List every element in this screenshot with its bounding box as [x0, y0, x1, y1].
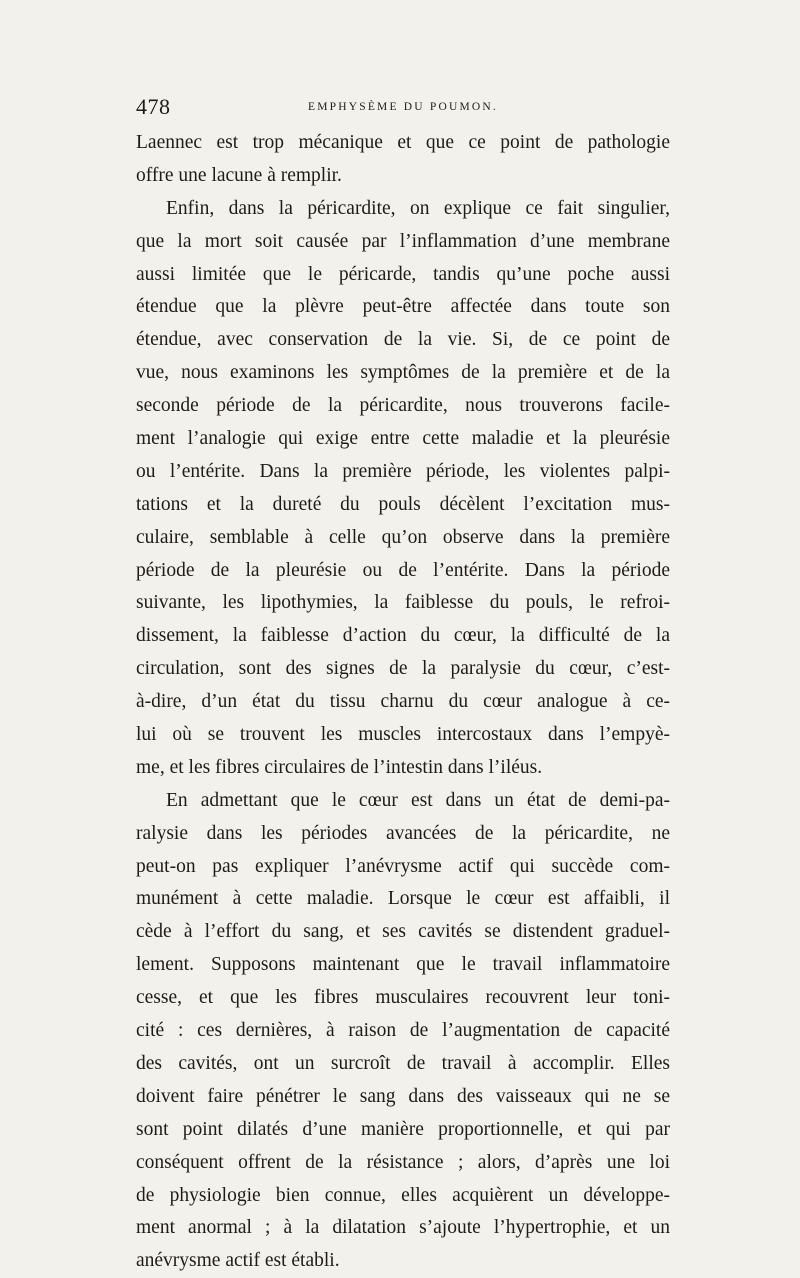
text-line: dissement, la faiblesse d’action du cœur, la difficulté de la	[136, 625, 670, 647]
page-header	[136, 92, 670, 122]
text-line: des cavités, ont un surcroît de travail à accomplir. Elles	[136, 1052, 670, 1074]
text-line: ralysie dans les périodes avancées de la péricardite, ne	[136, 822, 670, 844]
text-line: ment l’analogie qui exige entre cette maladie et la pleurésie	[136, 428, 670, 450]
text-line: que la mort soit causée par l’inflammation d’une membrane	[136, 230, 670, 252]
text-line: de physiologie bien connue, elles acquièrent un développe-	[136, 1184, 670, 1206]
text-line: anévrysme actif est établi.	[136, 1250, 340, 1272]
text-line: lement. Supposons maintenant que le travail inflammatoire	[136, 954, 670, 976]
text-line: période de la pleurésie ou de l’entérite. Dans la période	[136, 559, 670, 581]
text-line: Enfin, dans la péricardite, on explique ce fait singulier,	[166, 197, 670, 219]
text-line: tations et la dureté du pouls décèlent l’excitation mus-	[136, 493, 670, 515]
text-line: étendue, avec conservation de la vie. Si, de ce point de	[136, 329, 670, 351]
text-line: seconde période de la péricardite, nous trouverons facile-	[136, 395, 670, 417]
text-line: sont point dilatés d’une manière proportionnelle, et qui par	[136, 1118, 670, 1140]
body-text	[136, 127, 670, 1278]
text-line: munément à cette maladie. Lorsque le cœur est affaibli, il	[136, 888, 670, 910]
running-title: EMPHYSÈME DU POUMON.	[307, 101, 498, 113]
text-line: cesse, et que les fibres musculaires recouvrent leur toni-	[136, 987, 670, 1009]
text-line: me, et les fibres circulaires de l’intestin dans l’iléus.	[136, 756, 543, 778]
text-line: doivent faire pénétrer le sang dans des vaisseaux qui ne se	[136, 1085, 670, 1107]
text-line: étendue que la plèvre peut-être affectée dans toute son	[136, 296, 670, 318]
text-line: vue, nous examinons les symptômes de la première et de la	[136, 362, 670, 384]
text-line: à-dire, d’un état du tissu charnu du cœur analogue à ce-	[136, 691, 670, 713]
text-line: suivante, les lipothymies, la faiblesse du pouls, le refroi-	[136, 592, 670, 614]
text-line: aussi limitée que le péricarde, tandis qu’une poche aussi	[136, 263, 670, 285]
text-line: ment anormal ; à la dilatation s’ajoute l’hypertrophie, et un	[136, 1217, 670, 1239]
text-line: ou l’entérite. Dans la première période, les violentes palpi-	[136, 460, 670, 482]
text-line: lui où se trouvent les muscles intercostaux dans l’empyè-	[136, 724, 670, 746]
text-line: culaire, semblable à celle qu’on observe dans la première	[136, 526, 670, 548]
text-line: conséquent offrent de la résistance ; alors, d’après une loi	[136, 1151, 670, 1173]
text-line: circulation, sont des signes de la paralysie du cœur, c’est-	[136, 658, 670, 680]
text-line: cède à l’effort du sang, et ses cavités se distendent graduel-	[136, 921, 670, 943]
text-line: En admettant que le cœur est dans un état de demi-pa-	[166, 789, 670, 811]
text-line: offre une lacune à remplir.	[136, 164, 342, 186]
text-line: Laennec est trop mécanique et que ce point de pathologie	[136, 132, 670, 153]
text-line: peut-on pas expliquer l’anévrysme actif qui succède com-	[136, 855, 670, 877]
page-number: 478	[136, 94, 171, 119]
text-line: cité : ces dernières, à raison de l’augmentation de capacité	[136, 1020, 670, 1042]
